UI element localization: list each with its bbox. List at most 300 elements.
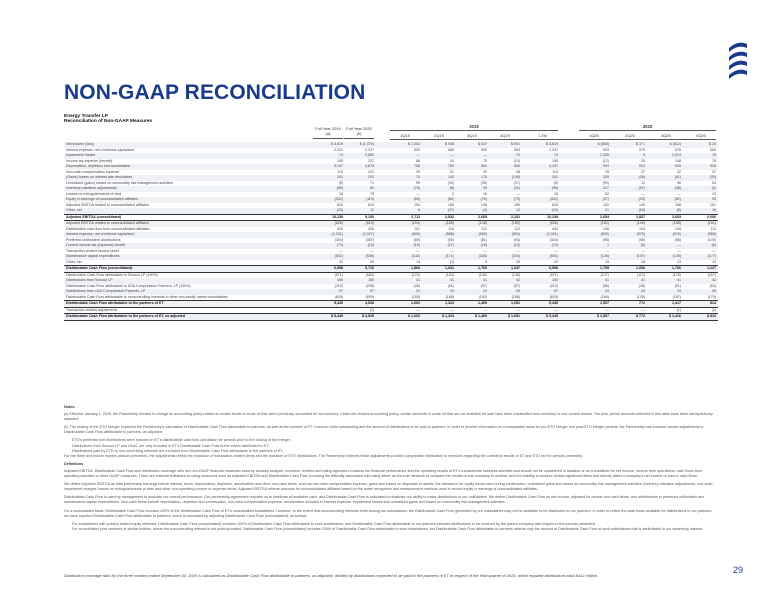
row-value: (125) (672, 254, 681, 258)
row-value: 1,474 (672, 153, 681, 157)
row-value: 626 (337, 202, 343, 207)
row-value: $ 1,602 (408, 314, 420, 318)
row-label: Distributable Cash Flow attributable to the partners of ET, as adjusted (66, 314, 186, 318)
table-top-rule (390, 139, 716, 140)
row-value: 5,445 (334, 301, 343, 305)
row-value: 28 (516, 169, 520, 174)
row-value: 74 (554, 153, 558, 157)
row-value: 121 (368, 169, 374, 174)
row-value: 203 (368, 175, 374, 179)
row-value: 86 (416, 158, 420, 163)
row-value: 97 (370, 289, 374, 293)
row-value: 26 (516, 259, 520, 264)
row-value: 5 (485, 259, 487, 264)
header-underline (344, 138, 374, 139)
row-value: (90) (602, 180, 609, 185)
column-header: 3Q20 (661, 133, 671, 138)
row-value: (571) (549, 272, 558, 277)
row-value: — (641, 248, 645, 253)
row-value: — (605, 307, 609, 312)
row-value: (57) (513, 283, 520, 288)
row-value: 25 (605, 169, 609, 174)
row-value: 71 (370, 180, 374, 185)
row-value: — (605, 248, 609, 253)
row-value: 42 (712, 278, 716, 282)
row-label: Depreciation, depletion and amortization (66, 164, 131, 168)
row-value: (37) (513, 180, 520, 185)
row-value: (583) (365, 272, 374, 277)
row-value: 783 (448, 164, 454, 168)
row-value: 9,100 (365, 214, 374, 219)
row-value: 2,231 (511, 214, 520, 219)
definition-3: Distributable Cash Flow is used by management to evaluate our overall performance. Our partnership agreement requires us to distribute all available cash, and Distributable Cash Flow is calculated to evaluate our ability to make distributions to our unitholders. We define Distributable Cash Flow as net income, adjusted for certain non-cash items, less distributions to preferred unitholders and maintenance capital expenditures. Non-cash items include depreciation, depletion and amortization, non-cash compensation expense, amortization included in interest expense, impairment losses and unrealized gains and losses on commodity risk management activities. (64, 495, 705, 505)
row-value: (73) (336, 243, 343, 247)
row-value: (170) (707, 294, 716, 299)
row-value: (23) (336, 208, 343, 212)
row-value: (51) (447, 283, 454, 288)
row-value: (119) (365, 197, 374, 201)
row-value: (75) (413, 186, 420, 190)
row-value: 443 (337, 226, 343, 231)
row-value: (659) (365, 294, 374, 299)
row-label: Adjusted EBITDA related to unconsolidated affiliates (66, 202, 150, 207)
row-label: Distributions from USA Compression Partners, LP (66, 289, 146, 293)
row-value: 6 (418, 208, 420, 212)
row-value: 11 (641, 180, 645, 185)
row-value: (2,327) (362, 232, 374, 236)
page-title: NON-GAAP RECONCILIATION (64, 81, 366, 104)
row-value: 3,147 (549, 164, 558, 168)
row-label: Income tax expense (benefit) (66, 158, 113, 163)
row-value: 24 (605, 289, 609, 293)
row-value: (123) (411, 272, 420, 277)
row-value: 20 (483, 186, 487, 190)
table-row (64, 300, 718, 308)
row-value: (210) (549, 283, 558, 288)
row-value: 29 (483, 169, 487, 174)
row-value: (81) (480, 237, 487, 242)
row-value: (82) (674, 197, 681, 201)
row-value: — (641, 191, 645, 196)
row-value: 1,799 (600, 266, 609, 270)
row-value: 41 (641, 278, 645, 282)
row-value: 27 (641, 169, 645, 174)
row-value: (154) (411, 221, 420, 225)
row-value: 97 (339, 289, 343, 293)
row-value: (97) (638, 186, 645, 190)
row-value: (13) (513, 243, 520, 247)
row-value: 118 (448, 226, 454, 231)
row-label: (Gains) losses on interest rate derivatives (66, 175, 133, 179)
row-value: 165 (552, 278, 558, 282)
row-value: 553 (514, 147, 520, 152)
row-value: (30) (709, 175, 716, 179)
row-value: 1,127 (707, 266, 716, 270)
row-value: 21 (605, 208, 609, 212)
row-value: — (483, 307, 487, 312)
row-value: 2,665 (478, 214, 487, 219)
row-value: $ 1,416 (669, 314, 681, 318)
definition-bullet: For consolidated joint ventures or similar entities, where the noncontrolling interest is not publicly traded, Distributable Cash Flow (consolidated) includes 100% of Distributable Cash Flow attributable to such subsidiaries, but Distributable Cash Flow attributable to partners reflects only the amount of Distributable Cash Flow of such subsidiaries that is attributable to our ownership interest. (72, 526, 704, 531)
row-value: — (416, 307, 420, 312)
row-value: 2,880 (365, 153, 374, 157)
row-value: (45) (413, 283, 420, 288)
row-value: (82) (447, 197, 454, 201)
row-value: 600 (414, 147, 420, 152)
row-value: (95) (336, 186, 343, 190)
row-value: (692) (334, 254, 343, 258)
row-value: 59 (370, 259, 374, 264)
row-label: Distributable Cash Flow attributable to the partners of ET (66, 301, 164, 305)
notes-section (64, 403, 716, 532)
row-value: $ 1,507 (597, 314, 609, 318)
row-value: (148) (478, 221, 487, 225)
row-value: 814 (710, 301, 716, 305)
row-value: 4,528 (365, 301, 374, 305)
row-label: Other, net (66, 208, 82, 212)
definition-1: Adjusted EBITDA, Distributable Cash Flow and distribution coverage ratio are non-GAAP financial measures used by industry analysts, investors, lenders and rating agencies to assess the financial performance and the operating results of ET's fundamental business activities and should not be considered in isolation or as a substitute for net income, income from operations, cash flows from operating activities or other GAAP measures. There are material limitations to using measures such as Adjusted EBITDA and Distributable Cash Flow, including the difficulty associated with using either as the sole measure to compare the results of one company to another, and the inability to analyze certain significant items that directly affect a company's net income or loss or cash flows. (64, 468, 703, 479)
row-label: Distributable Cash Flow attributable to noncontrolling interests in other non-wholly owned subsidiaries (66, 294, 228, 299)
row-value: 935 (710, 164, 716, 168)
row-value: $ 812 (707, 314, 716, 318)
row-value: — (677, 243, 681, 247)
row-value: 195 (337, 158, 343, 163)
row-value: — (370, 248, 374, 253)
row-value: 590 (481, 147, 487, 152)
row-value: (387) (365, 237, 374, 242)
row-value: (634) (334, 294, 343, 299)
energy-transfer-logo-icon (727, 36, 749, 86)
row-value: — (450, 307, 454, 312)
row-value: 5,445 (549, 301, 558, 305)
row-value: (53) (709, 283, 716, 288)
row-value: 82 (370, 186, 374, 190)
row-value: — (677, 248, 681, 253)
column-header: 1Q19 (400, 133, 410, 138)
row-label: Maintenance capital expenditures (66, 254, 120, 258)
row-value: 913 (639, 164, 645, 168)
row-value: (626) (334, 221, 343, 225)
row-value: 111 (710, 226, 716, 231)
row-value: 41 (605, 278, 609, 282)
row-value: 96 (677, 180, 681, 185)
row-value: (75) (513, 197, 520, 201)
row-value: 24 (677, 289, 681, 293)
row-value: 14 (416, 259, 420, 264)
row-value: 41 (483, 278, 487, 282)
row-value: $ 927 (478, 142, 487, 146)
row-value: (590) (478, 232, 487, 236)
row-value: 443 (552, 226, 558, 231)
row-value: 904 (603, 164, 609, 168)
row-value: — (416, 248, 420, 253)
note-a: (a) Effective January 1, 2020, the Partnership elected to change its accounting policy related to certain levels of crude oil that were previously accounted for as inventory. Under the revised accounting policy, certain amounts of crude oil that are not available for sale have been reclassified from inventory to non-current assets. The prior period amounts reflected in this table have been retrospectively adjusted. (64, 412, 713, 422)
column-header: LTM (539, 133, 547, 138)
row-value: (37) (602, 197, 609, 201)
row-value: 6,598 (334, 266, 343, 270)
row-value: 148 (675, 158, 681, 163)
row-value: 1,860 (411, 266, 420, 270)
row-value: (304) (334, 237, 343, 242)
row-value: 24 (416, 289, 420, 293)
row-value: — (339, 248, 343, 253)
note-b-bullet: Distributions paid by ETO to non-controlling interests are excluded from Distributable Cash Flow attributable to the partners of ET. (72, 448, 284, 453)
row-value: 1 (607, 243, 609, 247)
row-label: Adjusted EBITDA related to unconsolidated affiliates (66, 221, 150, 225)
row-value: 800 (481, 164, 487, 168)
row-value: 1,417 (672, 301, 681, 305)
row-value: (3) (369, 307, 374, 312)
row-value: 2 (452, 191, 454, 196)
row-value: — (416, 153, 420, 157)
row-value: (304) (549, 237, 558, 242)
row-value: 12 (516, 208, 520, 212)
row-value: (1) (676, 307, 681, 312)
row-value: 101 (414, 226, 420, 231)
row-value: (5) (338, 180, 343, 185)
row-value: (177) (707, 254, 716, 258)
row-value: 159 (514, 202, 520, 207)
row-value: 1,006 (636, 266, 645, 270)
notes-heading: Notes: (64, 405, 76, 409)
page-number: 29 (733, 565, 744, 575)
row-value: — (516, 191, 520, 196)
row-value: 2,331 (549, 147, 558, 152)
row-value: 1,760 (478, 266, 487, 270)
row-value: (8) (449, 186, 454, 190)
row-value: 41 (416, 278, 420, 282)
row-value: 105 (675, 226, 681, 231)
row-value: 3,678 (365, 164, 374, 168)
row-value: — (416, 191, 420, 196)
row-value: 1,323 (445, 301, 454, 305)
row-value: (35) (480, 180, 487, 185)
row-value: (137) (600, 272, 609, 277)
definitions-heading: Definitions (64, 461, 84, 466)
row-value: 10,139 (547, 214, 558, 219)
row-label: Adjusted EBITDA (consolidated) (66, 214, 122, 219)
row-value: 195 (552, 158, 558, 163)
row-value: (100) (707, 237, 716, 242)
row-value: 772 (639, 301, 645, 305)
row-value: (148) (511, 175, 520, 179)
row-label: Distributable Cash Flow attributable to Sunoco LP (100%) (66, 272, 158, 277)
row-value: 806 (514, 164, 520, 168)
column-header: 2Q20 (625, 133, 635, 138)
row-value: (153) (478, 294, 487, 299)
reconciliation-table (64, 142, 718, 321)
row-value: (76) (480, 197, 487, 201)
row-value: (579) (636, 232, 645, 236)
row-value: 113 (552, 169, 558, 174)
row-value: 106 (603, 226, 609, 231)
row-value: 1,507 (600, 301, 609, 305)
row-value: (32) (513, 186, 520, 190)
row-value: $ (612) (669, 142, 681, 146)
row-value: 1,469 (478, 301, 487, 305)
row-value: (138) (636, 294, 645, 299)
row-value: 1,325 (600, 153, 609, 157)
row-label: Impairment losses (66, 153, 96, 157)
row-value: 42 (554, 259, 558, 264)
row-value: 32 (677, 169, 681, 174)
row-label: Non-cash compensation expense (66, 169, 120, 174)
row-value: 165 (368, 278, 374, 282)
row-value: (37) (447, 208, 454, 212)
row-value: (204) (511, 254, 520, 258)
row-value: — (641, 307, 645, 312)
row-value: 74 (516, 153, 520, 157)
row-value: 76 (712, 153, 716, 157)
row-value: (93) (638, 197, 645, 201)
row-value: (210) (334, 283, 343, 288)
row-value: (553) (511, 232, 520, 236)
row-value: $ 1,053 (408, 142, 420, 146)
column-header: 3Q19 (467, 133, 477, 138)
row-value: 18 (339, 191, 343, 196)
row-value: (155) (411, 294, 420, 299)
row-value: $ (855) (597, 142, 609, 146)
row-value: 1,631 (445, 266, 454, 270)
row-value: (65) (447, 237, 454, 242)
row-value: — (450, 248, 454, 253)
row-value: (159) (511, 221, 520, 225)
row-label: Unrealized (gains) losses on commodity risk management activities (66, 180, 174, 185)
row-value: 112 (481, 226, 487, 231)
row-value: 75 (483, 158, 487, 163)
row-value: (208) (365, 283, 374, 288)
row-value: 149 (639, 202, 645, 207)
note-b-bullet: Distributions from Sunoco LP and USAC are only included in ET's Distributable Cash Flow to the extent distributed to ET; (72, 443, 269, 448)
row-value: 1,837 (636, 214, 645, 219)
row-value: 13 (712, 259, 716, 264)
row-value: (107) (636, 254, 645, 258)
row-value: 2,331 (334, 147, 343, 152)
column-header: 2Q19 (434, 133, 444, 138)
row-value: 576 (675, 147, 681, 152)
row-value: (157) (707, 272, 716, 277)
row-value: (2,331) (331, 232, 343, 236)
row-value: 588 (448, 147, 454, 152)
row-value: (158) (672, 221, 681, 225)
row-value: (4) (482, 208, 487, 212)
row-value: 99 (416, 180, 420, 185)
row-value: 603 (603, 147, 609, 152)
row-value: (61) (674, 175, 681, 179)
company-name: Energy Transfer LP (64, 114, 108, 119)
row-value: (571) (334, 272, 343, 277)
row-value: 175 (481, 175, 487, 179)
row-value: (32) (447, 180, 454, 185)
row-value: 37 (712, 169, 716, 174)
row-value: $ 938 (445, 142, 454, 146)
row-value: (6) (711, 243, 716, 247)
row-value: 24 (450, 289, 454, 293)
row-value: 113 (337, 169, 343, 174)
definition-4: On a consolidated basis, Distributable Cash Flow includes 100% of the Distributable Cash Flow of ET's consolidated subsidiaries. However, to the extent that noncontrolling interests exist among our subsidiaries, the Distributable Cash Flow generated by our subsidiaries may not be available to be distributed to our partners. In order to reflect the cash flows available for distributions to our partners, we have reported Distributable Cash Flow attributable to partners, which is calculated by adjusting Distributable Cash Flow (consolidated), as follows: (64, 508, 713, 518)
row-value: 93 (712, 197, 716, 201)
row-value: 6,598 (549, 266, 558, 270)
row-value: (603) (600, 232, 609, 236)
row-value: (576) (672, 232, 681, 236)
row-value: (2) (711, 186, 716, 190)
row-value: (3) (449, 259, 454, 264)
row-value: $ 1,469 (475, 314, 487, 318)
row-value: 75 (370, 191, 374, 196)
row-value: (302) (549, 197, 558, 201)
row-value: (302) (334, 197, 343, 201)
row-value: (96) (602, 237, 609, 242)
row-value: $ 5,445 (546, 314, 558, 318)
row-value: (149) (636, 221, 645, 225)
row-value: (51) (674, 283, 681, 288)
row-value: (65) (413, 237, 420, 242)
row-value: 76 (712, 158, 716, 163)
row-label: Net income (loss) (66, 142, 94, 146)
row-value: 2,654 (600, 214, 609, 219)
row-value: 18 (641, 259, 645, 264)
row-value: — (677, 191, 681, 196)
row-value: (154) (445, 272, 454, 277)
row-value: — (712, 248, 716, 253)
row-value: $ 1,323 (442, 314, 454, 318)
year-underline (390, 130, 558, 131)
row-value: $ 5,445 (331, 314, 343, 318)
row-value: 154 (414, 202, 420, 207)
row-value: $ 20 (709, 142, 716, 146)
row-value: (73) (551, 243, 558, 247)
row-value: (93) (513, 237, 520, 242)
row-value: $ 3,819 (546, 142, 558, 146)
row-value: $ 3,819 (331, 142, 343, 146)
row-value: (535) (365, 254, 374, 258)
row-label: Transaction-related adjustments (66, 307, 118, 312)
note-b: (b) The closing of the ETO Merger impacted the Partnership's calculation of Distributable Cash Flow attributable to partners, as well as the number of ET Common Units outstanding and the amount of distributions to be paid to partners. In order to provide information on a comparable basis for pre-ETO Merger and post-ETO Merger periods, the Partnership has included certain adjustments to Distributable Cash Flow attributable to partners, as adjusted: (64, 425, 704, 435)
row-value: (171) (445, 254, 454, 258)
row-value: (588) (445, 232, 454, 236)
row-value: 165 (337, 278, 343, 282)
note-b-bullet: ETO's preferred unit distributions were included in ET's distributable cash flow calculation for periods prior to the closing of the merger; (72, 438, 292, 443)
header-underline (313, 138, 343, 139)
row-value: 112 (514, 226, 520, 231)
row-value: 1,347 (511, 266, 520, 270)
column-header: 1Q20 (589, 133, 599, 138)
row-value: 1,051 (511, 301, 520, 305)
row-value: 152 (603, 202, 609, 207)
row-value: 758 (414, 164, 420, 168)
row-value: (158) (511, 294, 520, 299)
row-label: Distributable cash flow from unconsolidated affiliates (66, 226, 150, 231)
row-value: 426 (368, 226, 374, 231)
row-value: 62 (605, 191, 609, 196)
row-value: 579 (639, 147, 645, 152)
definition-2: We define Adjusted EBITDA as total partnership earnings before interest, taxes, depreciation, depletion, amortization and other non-cash items, such as non-cash compensation expense, gains and losses on disposals of assets, the allowance for equity funds used during construction, unrealized gains and losses on commodity risk management activities, inventory valuation adjustments, non-cash impairment charges, losses on extinguishments of debt and other non-operating income or expense items. Adjusted EBITDA reflects amounts for unconsolidated affiliates based on the same recognition and measurement methods used to record equity in earnings of unconsolidated affiliates. (64, 482, 713, 492)
row-value: 31 (450, 169, 454, 174)
column-header: 4Q20 (696, 133, 706, 138)
row-value: (148) (511, 272, 520, 277)
row-value: (69) (413, 197, 420, 201)
row-value: 3,147 (334, 164, 343, 168)
row-value: 18 (554, 191, 558, 196)
row-value: 1,766 (672, 266, 681, 270)
row-label: Losses on extinguishments of debt (66, 191, 122, 196)
row-value: 25 (641, 158, 645, 163)
row-value: 151 (710, 202, 716, 207)
row-value: 13 (677, 259, 681, 264)
row-value: (35) (638, 175, 645, 179)
row-value: 227 (603, 186, 609, 190)
row-label: Preferred unitholders' distributions (66, 237, 121, 242)
